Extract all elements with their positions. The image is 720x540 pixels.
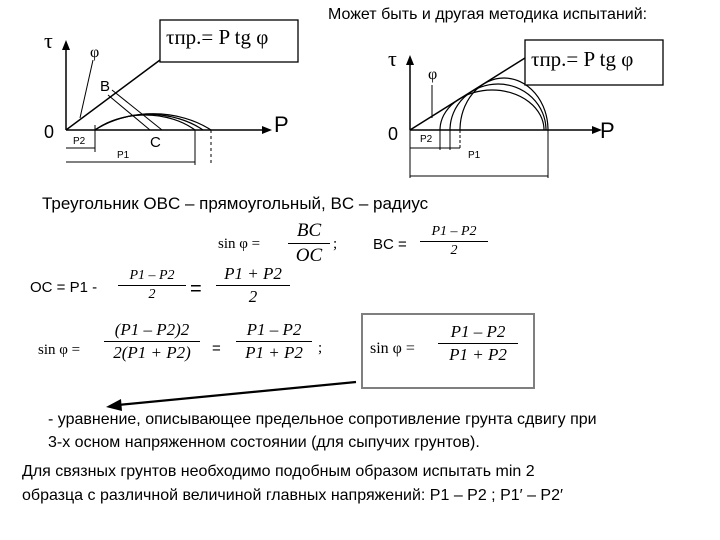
equation-note-line1: - уравнение, описывающее предельное сопротивление грунта сдвигу при <box>48 411 597 428</box>
oc-f1-num: P1 – P2 <box>129 268 175 283</box>
oc-lhs: OC = P1 - <box>30 279 98 296</box>
sin1-num: BC <box>296 220 322 241</box>
right-heading: Может быть и другая методика испытаний: <box>328 6 648 23</box>
right-p1-label: P1 <box>468 150 481 161</box>
oc-eq: = <box>190 278 202 300</box>
sin1-den: OC <box>295 245 323 266</box>
left-formula: τпр.= P tg φ <box>166 25 269 49</box>
sin2-sep: ; <box>318 340 323 356</box>
cohesive-line1: Для связных грунтов необходимо подобным образом испытать min 2 <box>22 463 535 480</box>
right-phi-label: φ <box>428 66 438 83</box>
right-p-label: P <box>600 118 615 143</box>
boxed-den: P1 + P2 <box>449 345 507 364</box>
right-formula: τпр.= P tg φ <box>531 47 634 71</box>
bc-num: P1 – P2 <box>431 224 477 239</box>
right-origin-label: 0 <box>388 124 399 144</box>
sin2-f1-num: (P1 – P2)2 <box>114 320 190 339</box>
cohesive-line2: образца с различной величиной главных напряжений: P1 – P2 ; P1′ – P2′ <box>22 487 563 504</box>
pointer-arrow-head-icon <box>106 399 122 411</box>
sin2-eq: = <box>212 340 221 357</box>
right-tau-label: τ <box>388 46 397 71</box>
sin2-f2-num: P1 – P2 <box>246 320 302 339</box>
equation-note-line2: 3-х осном напряженном состоянии (для сыпучих грунтов). <box>48 434 480 451</box>
sin1-lhs: sin φ = <box>218 236 261 252</box>
bc-lhs: BC = <box>373 236 407 253</box>
boxed-lhs: sin φ = <box>370 340 415 357</box>
right-p2-label: P2 <box>420 134 433 145</box>
oc-f1-den: 2 <box>148 287 156 302</box>
left-p1-label: P1 <box>117 150 130 161</box>
oc-f2-den: 2 <box>248 287 258 306</box>
point-b-label: B <box>100 78 111 95</box>
point-c-label: C <box>150 134 161 151</box>
oc-f2-num: P1 + P2 <box>224 264 282 283</box>
boxed-num: P1 – P2 <box>450 322 506 341</box>
sin2-f2-den: P1 + P2 <box>245 343 303 362</box>
pointer-arrow-line <box>118 382 356 405</box>
bc-den: 2 <box>450 243 458 258</box>
left-origin-label: 0 <box>44 122 55 142</box>
left-p-label: P <box>274 112 289 137</box>
left-tau-label: τ <box>44 28 53 53</box>
triangle-statement: Треугольник OBC – прямоугольный, BC – радиус <box>42 194 429 213</box>
sin2-lhs: sin φ = <box>38 342 81 358</box>
left-p2-label: P2 <box>73 136 86 147</box>
left-phi-label: φ <box>90 44 100 61</box>
sin1-sep: ; <box>333 236 338 252</box>
sin2-f1-den: 2(P1 + P2) <box>113 343 191 362</box>
